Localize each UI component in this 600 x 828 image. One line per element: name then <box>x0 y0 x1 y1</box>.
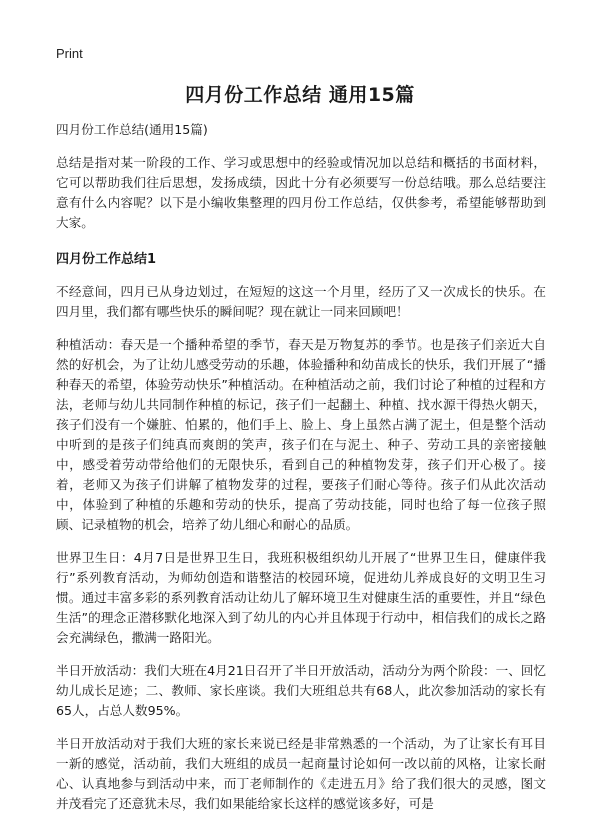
body-paragraph: 半日开放活动：我们大班在4月21日召开了半日开放活动，活动分为两个阶段：一、回忆幼儿成长足迹；二、教师、家长座谈。我们大班组总共有68人，此次参加活动的家长有65人，占总人数95%。 <box>56 663 547 718</box>
body-paragraph: 世界卫生日：4月7日是世界卫生日，我班积极组织幼儿开展了“世界卫生日，健康伴我行”系列教育活动，为师幼创造和谐整洁的校园环境，促进幼儿养成良好的文明卫生习惯。通过丰富多彩的系列教育活动让幼儿了解环境卫生对健康生活的重要性，并且“绿色生活”的理念正潜移默化地深入到了幼儿的内心并且体现于行动中，相信我们的成长之路会充满绿色，撒满一路阳光。 <box>56 550 546 645</box>
document-subtitle: 四月份工作总结(通用15篇) <box>56 122 208 137</box>
print-link[interactable]: Print <box>56 46 83 61</box>
body-paragraph: 种植活动：春天是一个播种希望的季节，春天是万物复苏的季节。也是孩子们亲近大自然的好机会，为了让幼儿感受劳动的乐趣，体验播种和幼苗成长的快乐，我们开展了“播种春天的希望，体验劳动快乐”种植活动。在种植活动之前，我们讨论了种植的过程和方法，老师与幼儿共同制作种植的标记，孩子们一起翻土、种植、找水源干得热火朝天，孩子们没有一个嫌脏、怕累的，他们手上、脸上、身上虽然占满了泥土，但是整个活动中听到的是孩子们纯真而爽朗的笑声，孩子们在与泥土、种子、劳动工具的亲密接触中，感受着劳动带给他们的无限快乐，看到自己的种植物发芽，孩子们开心极了。接着，老师又为孩子们讲解了植物发芽的过程，要孩子们耐心等待。孩子们从此次活动中，体验到了种植的乐趣和劳动的快乐，提高了劳动技能，同时也给了每一位孩子照顾、记录植物的机会，培养了幼儿细心和耐心的品质。 <box>56 337 546 532</box>
page-title: 四月份工作总结 通用15篇 <box>185 84 415 106</box>
section-heading: 四月份工作总结1 <box>56 252 157 267</box>
intro-paragraph: 总结是指对某一阶段的工作、学习或思想中的经验或情况加以总结和概括的书面材料，它可以帮助我们往后思想，发扬成绩，因此十分有必须要写一份总结哦。那么总结要注意有什么内容呢？以下是小编收集整理的四月份工作总结，仅供参考，希望能够帮助到大家。 <box>56 155 546 230</box>
document-body <box>56 120 546 827</box>
body-paragraph: 半日开放活动对于我们大班的家长来说已经是非常熟悉的一个活动，为了让家长有耳目一新的感觉，活动前，我们大班组的成员一起商量讨论如何一改以前的风格，让家长耐心、认真地参与到活动中来，而丁老师制作的《走进五月》给了我们很大的灵感，图文并茂看完了还意犹未尽，我们如果能给家长这样的感觉该多好，可是 <box>56 736 546 811</box>
body-paragraph: 不经意间，四月已从身边划过，在短短的这这一个月里，经历了又一次成长的快乐。在四月里，我们都有哪些快乐的瞬间呢？现在就让一同来回顾吧！ <box>56 284 546 319</box>
